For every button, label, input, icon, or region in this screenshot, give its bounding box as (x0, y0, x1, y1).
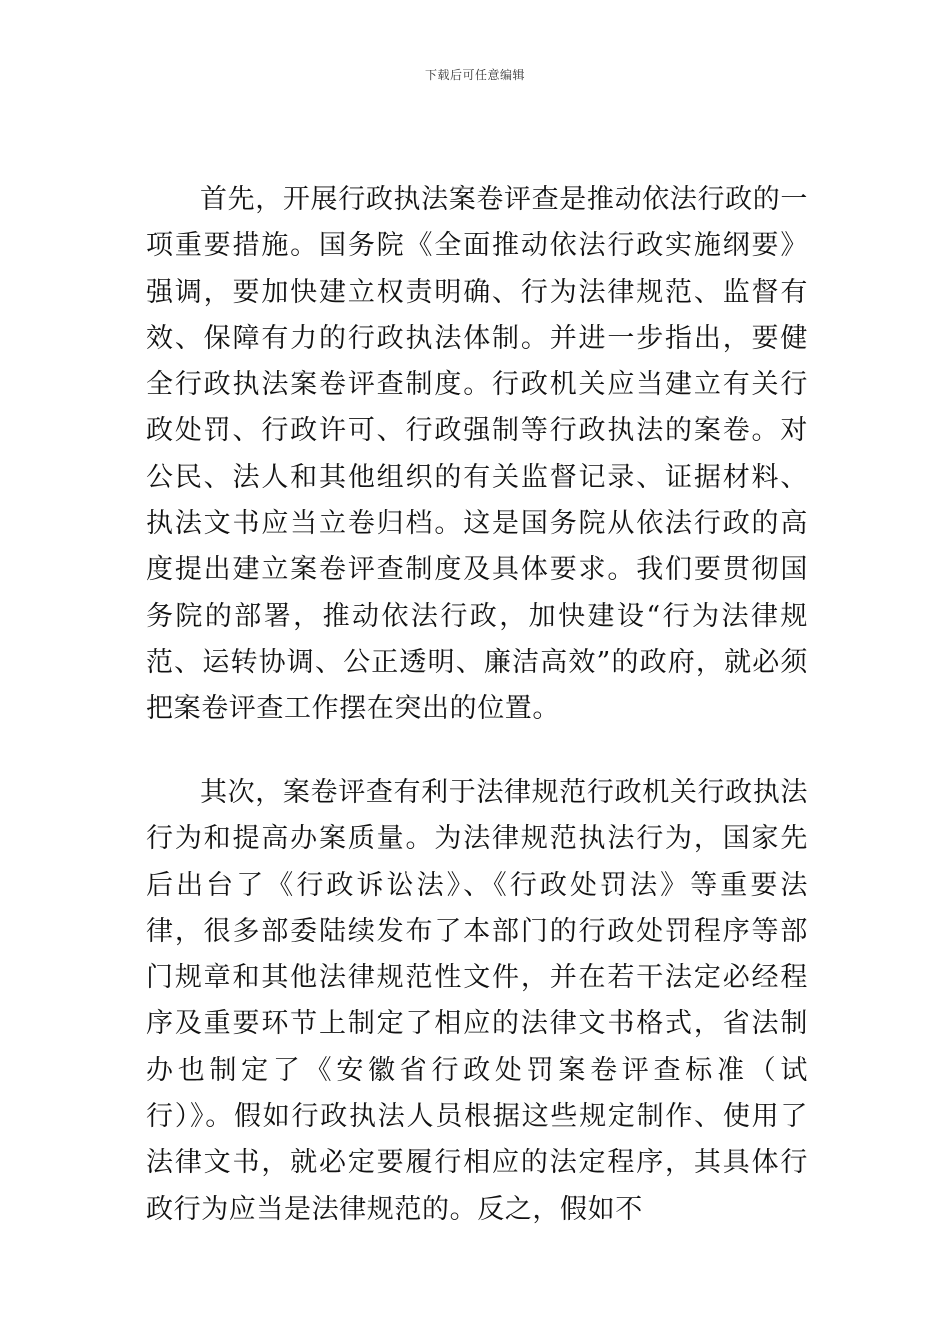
paragraph-second: 其次，案卷评查有利于法律规范行政机关行政执法行为和提高办案质量。为法律规范执法行为，国家先后出台了《行政诉讼法》、《行政处罚法》等重要法律，很多部委陆续发布了本部门的行政处罚程序等部门规章和其他法律规范性文件，并在若干法定必经程序及重要环节上制定了相应的法律文书格式，省法制办也制定了《安徽省行政处罚案卷评查标准（试行）》。假如行政执法人员根据这些规定制作、使用了法律文书，就必定要履行相应的法定程序，其具体行政行为应当是法律规范的。反之，假如不 (146, 777, 808, 1225)
paragraph-first: 首先，开展行政执法案卷评查是推动依法行政的一项重要措施。国务院《全面推动依法行政实施纲要》强调，要加快建立权责明确、行为法律规范、监督有效、保障有力的行政执法体制。并进一步指出，要健全行政执法案卷评查制度。行政机关应当建立有关行政处罚、行政许可、行政强制等行政执法的案卷。对公民、法人和其他组织的有关监督记录、证据材料、执法文书应当立卷归档。这是国务院从依法行政的高度提出建立案卷评查制度及具体要求。我们要贯彻国务院的部署，推动依法行政，加快建设“行为法律规范、运转协调、公正透明、廉洁高效”的政府，就必须把案卷评查工作摆在突出的位置。 (146, 184, 808, 725)
page-header-note: 下载后可任意编辑 (424, 68, 525, 82)
